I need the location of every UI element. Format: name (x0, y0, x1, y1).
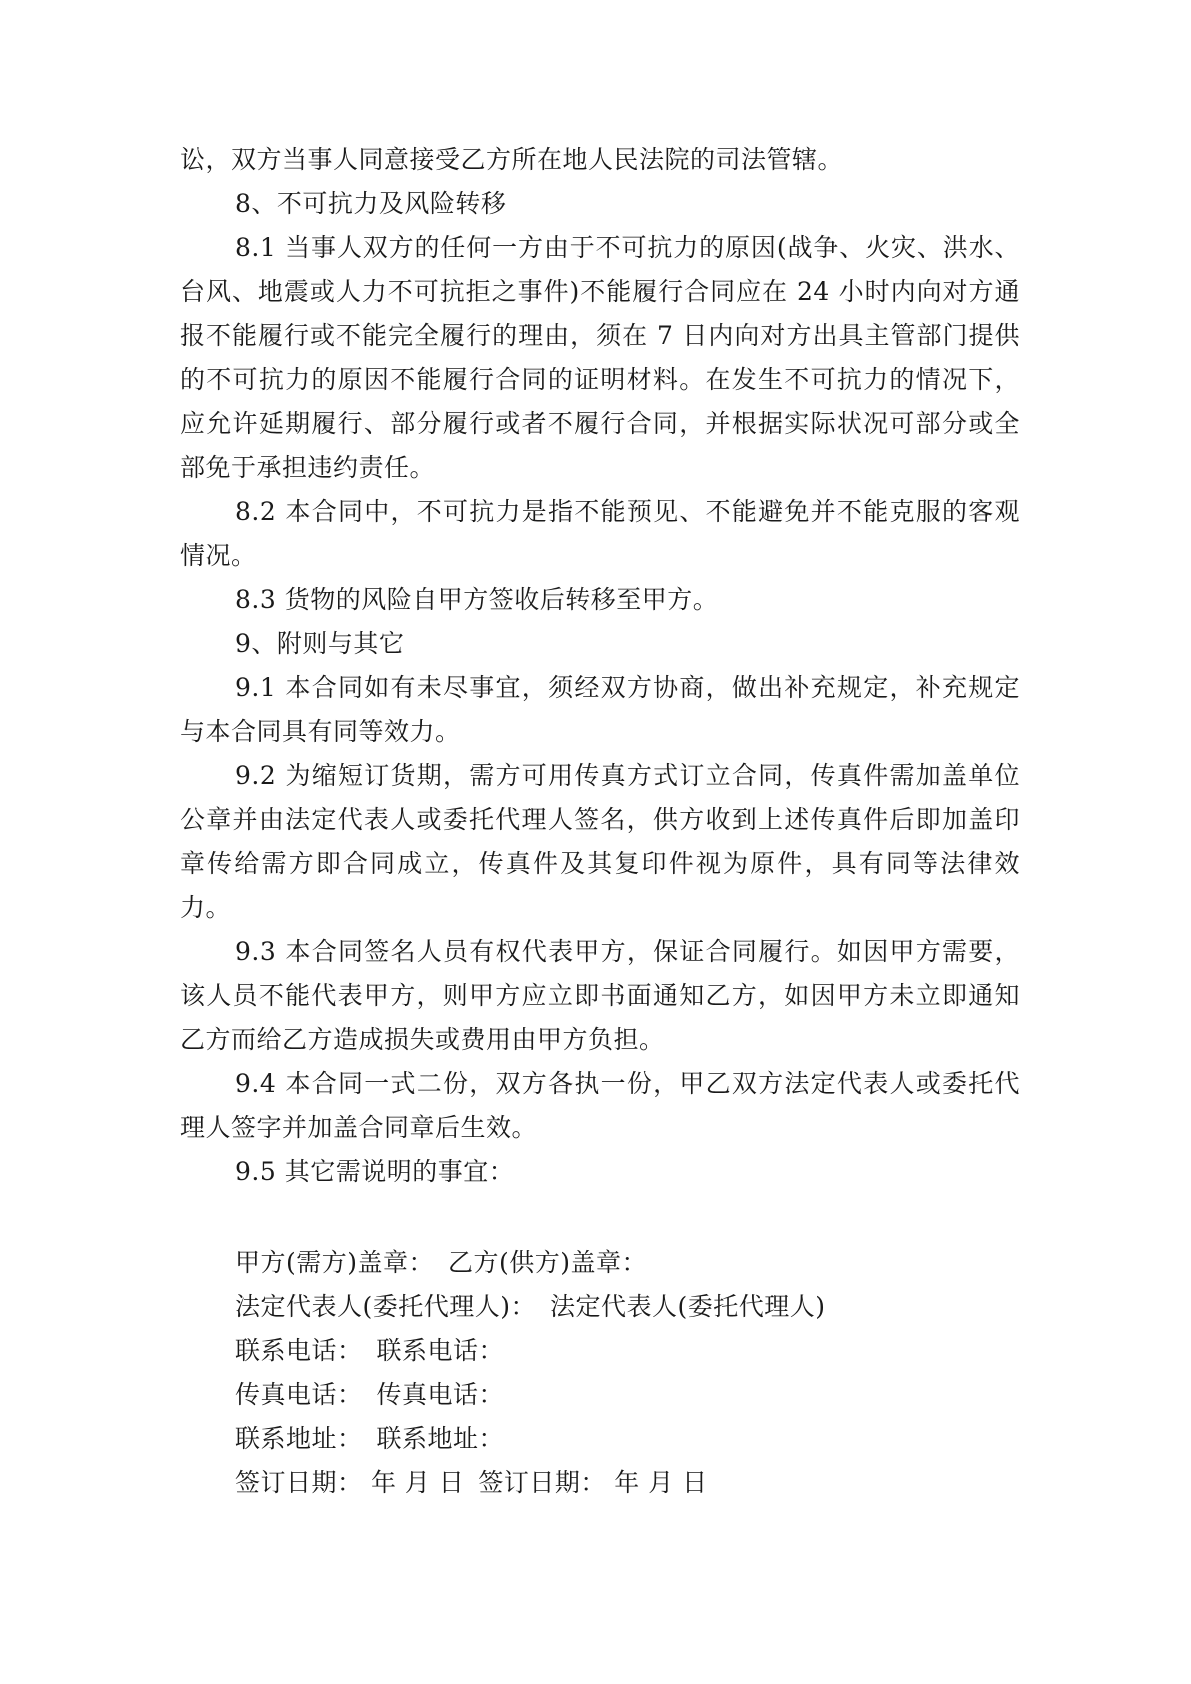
clause-8-1: 8.1 当事人双方的任何一方由于不可抗力的原因(战争、火灾、洪水、台风、地震或人力不可抗拒之事件)不能履行合同应在 24 小时内向对方通报不能履行或不能完全履行的理由，须在 7 日内向对方出具主管部门提供的不可抗力的原因不能履行合同的证明材料。在发生不可抗力的情况下，应允许延期履行、部分履行或者不履行合同，并根据实际状况可部分或全部免于承担违约责任。 (180, 233, 1020, 482)
party-a-address-label: 联系地址： (235, 1424, 363, 1453)
contract-body (180, 138, 1020, 1194)
party-b-date-label: 签订日期： 年 月 日 (478, 1468, 708, 1497)
signature-row-phone (235, 1329, 995, 1373)
clause-8-3: 8.3 货物的风险自甲方签收后转移至甲方。 (235, 585, 719, 614)
party-b-seal-label: 乙方(供方)盖章： (448, 1248, 648, 1277)
party-a-representative-label: 法定代表人(委托代理人)： (235, 1292, 537, 1321)
clause-9-3: 9.3 本合同签名人员有权代表甲方，保证合同履行。如因甲方需要，该人员不能代表甲方，则甲方应立即书面通知乙方，如因甲方未立即通知乙方而给乙方造成损失或费用由甲方负担。 (180, 937, 1020, 1054)
party-a-phone-label: 联系电话： (235, 1336, 363, 1365)
party-a-fax-label: 传真电话： (235, 1380, 363, 1409)
clause-9-1: 9.1 本合同如有未尽事宜，须经双方协商，做出补充规定，补充规定与本合同具有同等效力。 (180, 673, 1020, 746)
signature-block (235, 1241, 995, 1505)
party-a-seal-label: 甲方(需方)盖章： (235, 1248, 435, 1277)
clause-9-4: 9.4 本合同一式二份，双方各执一份，甲乙双方法定代表人或委托代理人签字并加盖合同章后生效。 (180, 1069, 1020, 1142)
clause-9-2: 9.2 为缩短订货期，需方可用传真方式订立合同，传真件需加盖单位公章并由法定代表人或委托代理人签名，供方收到上述传真件后即加盖印章传给需方即合同成立，传真件及其复印件视为原件，具有同等法律效力。 (180, 761, 1020, 922)
signature-row-address (235, 1417, 995, 1461)
signature-row-seal (235, 1241, 995, 1285)
heading-force-majeure: 8、不可抗力及风险转移 (235, 189, 507, 218)
party-b-phone-label: 联系电话： (376, 1336, 505, 1365)
signature-row-fax (235, 1373, 995, 1417)
clause-9-5: 9.5 其它需说明的事宜： (235, 1157, 515, 1186)
signature-row-representative (235, 1285, 995, 1329)
party-b-representative-label: 法定代表人(委托代理人) (550, 1292, 826, 1321)
party-b-address-label: 联系地址： (376, 1424, 505, 1453)
paragraph-jurisdiction-tail: 讼，双方当事人同意接受乙方所在地人民法院的司法管辖。 (180, 145, 844, 174)
signature-row-date (235, 1461, 995, 1505)
heading-supplementary: 9、附则与其它 (235, 629, 405, 658)
party-b-fax-label: 传真电话： (376, 1380, 505, 1409)
party-a-date-label: 签订日期： 年 月 日 (235, 1468, 465, 1497)
clause-8-2: 8.2 本合同中，不可抗力是指不能预见、不能避免并不能克服的客观情况。 (180, 497, 1020, 570)
